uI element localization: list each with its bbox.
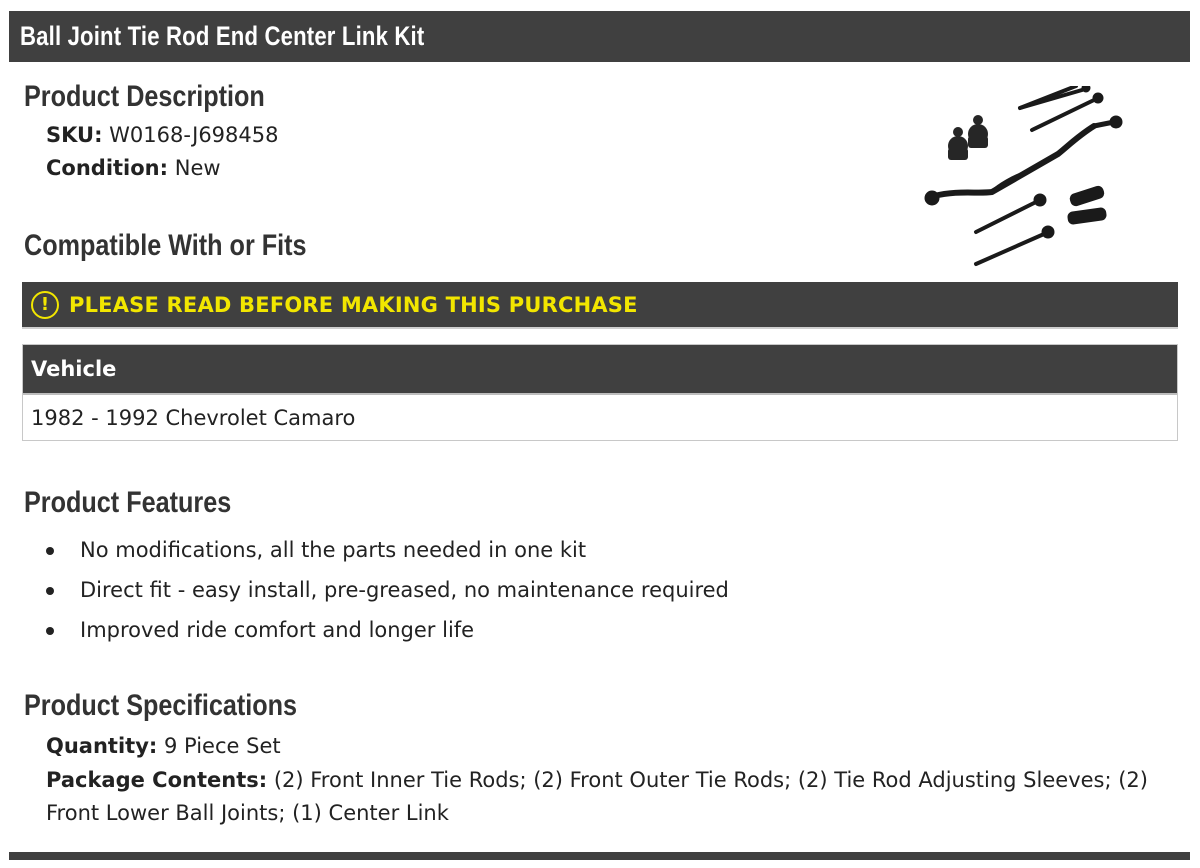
warning-text: PLEASE READ BEFORE MAKING THIS PURCHASE	[69, 292, 638, 317]
warning-icon: !	[31, 291, 59, 319]
sku-value: W0168-J698458	[109, 123, 279, 147]
purchase-warning-banner	[22, 282, 1178, 329]
product-specifications-heading: Product Specifications	[24, 689, 298, 722]
quantity-value: 9 Piece Set	[163, 734, 281, 758]
condition-line	[46, 156, 221, 180]
sku-label: SKU:	[46, 123, 103, 147]
package-contents-value: (2) Front Inner Tie Rods; (2) Front Outer Tie Rods; (2) Tie Rod Adjusting Sleeves; (2) Front Lower Ball Joints; (1) Center Link	[46, 768, 1148, 825]
compatible-heading: Compatible With or Fits	[24, 229, 307, 262]
quantity-line	[46, 734, 281, 758]
package-contents-line	[46, 764, 1191, 830]
quantity-label: Quantity:	[46, 734, 158, 758]
bottom-divider	[9, 852, 1190, 860]
product-features-heading: Product Features	[24, 486, 232, 519]
condition-label: Condition:	[46, 156, 169, 180]
vehicle-column-header: Vehicle	[23, 345, 1177, 395]
features-list	[46, 535, 729, 655]
vehicle-row: 1982 - 1992 Chevrolet Camaro	[31, 406, 356, 430]
sku-line	[46, 123, 278, 147]
condition-value: New	[174, 156, 221, 180]
page-title: Ball Joint Tie Rod End Center Link Kit	[20, 21, 425, 51]
feature-item: Direct fit - easy install, pre-greased, no maintenance required	[46, 575, 729, 615]
suspension-parts-kit-image	[918, 86, 1128, 276]
package-contents-label: Package Contents:	[46, 768, 268, 792]
page-title-bar	[9, 11, 1190, 62]
product-description-heading: Product Description	[24, 80, 265, 113]
feature-item: No modifications, all the parts needed in one kit	[46, 535, 729, 575]
feature-item: Improved ride comfort and longer life	[46, 615, 729, 655]
vehicle-table	[22, 344, 1178, 441]
